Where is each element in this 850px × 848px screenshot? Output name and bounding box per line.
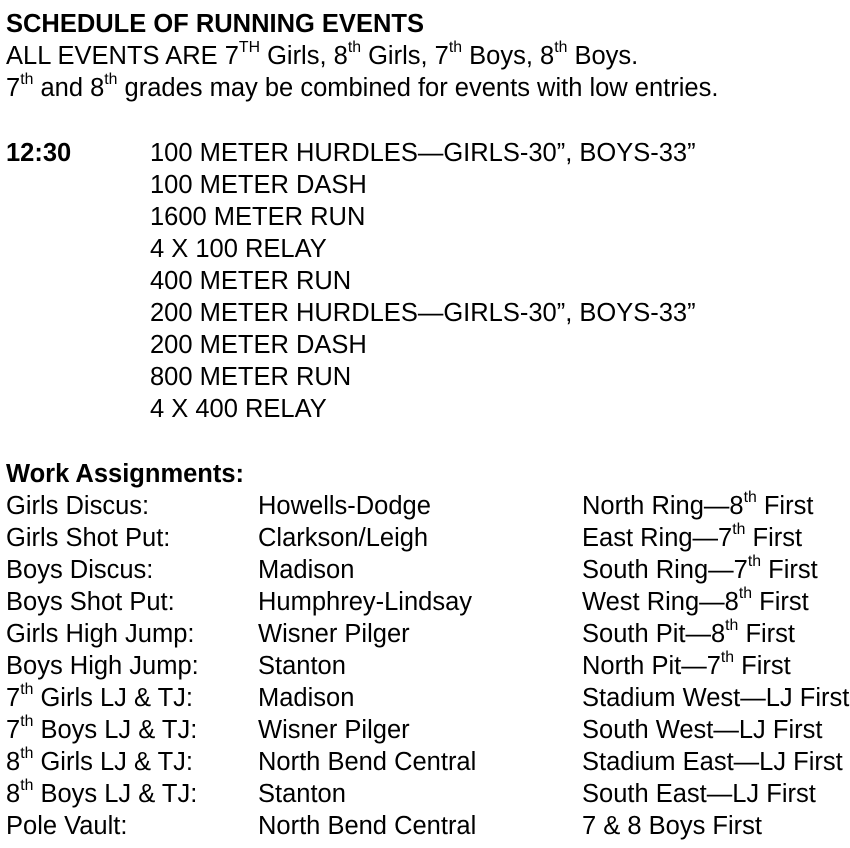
schedule-row — [6, 201, 850, 233]
work-assignment-row — [6, 746, 850, 778]
assignment-location: South Ring—7th First — [582, 553, 818, 584]
work-assignments-table — [6, 490, 850, 842]
schedule-row — [6, 329, 850, 361]
assignment-event: Boys Discus: — [6, 556, 154, 584]
assignment-event: Girls Shot Put: — [6, 524, 171, 552]
work-assignment-row — [6, 586, 850, 618]
spacer — [6, 104, 850, 137]
schedule-event: 1600 METER RUN — [150, 203, 366, 231]
document-page — [6, 8, 850, 848]
assignment-school: Humphrey-Lindsay — [258, 588, 473, 616]
work-assignments-heading: Work Assignments: — [6, 460, 245, 488]
schedule-row — [6, 361, 850, 393]
assignment-location: South Pit—8th First — [582, 617, 796, 648]
schedule-event: 4 X 400 RELAY — [150, 395, 327, 423]
grades-note-line: 7th and 8th grades may be combined for events with low entries. — [6, 71, 719, 102]
work-assignment-row — [6, 682, 850, 714]
assignment-event: Boys High Jump: — [6, 652, 199, 680]
assignment-school: Madison — [258, 684, 355, 712]
assignment-location: West Ring—8th First — [582, 585, 809, 616]
assignment-location: North Pit—7th First — [582, 649, 791, 680]
schedule-row — [6, 297, 850, 329]
schedule-event: 100 METER DASH — [150, 171, 367, 199]
events-note-line: ALL EVENTS ARE 7TH Girls, 8th Girls, 7th Boys, 8th Boys. — [6, 39, 639, 70]
schedule-row — [6, 169, 850, 201]
assignment-event: Girls High Jump: — [6, 620, 195, 648]
assignment-school: Madison — [258, 556, 355, 584]
spacer — [6, 425, 850, 458]
schedule-time: 12:30 — [6, 139, 72, 167]
assignment-event: 8th Boys LJ & TJ: — [6, 777, 198, 808]
work-assignment-row — [6, 490, 850, 522]
assignment-event: Pole Vault: — [6, 812, 128, 840]
schedule-section — [6, 137, 850, 425]
assignment-location: East Ring—7th First — [582, 521, 803, 552]
schedule-row — [6, 393, 850, 425]
assignment-location: Stadium East—LJ First — [582, 748, 843, 776]
assignment-location: North Ring—8th First — [582, 489, 814, 520]
document-title: SCHEDULE OF RUNNING EVENTS — [6, 10, 424, 38]
schedule-event: 200 METER DASH — [150, 331, 367, 359]
work-assignment-row — [6, 554, 850, 586]
assignment-school: North Bend Central — [258, 748, 477, 776]
assignment-event: Girls Discus: — [6, 492, 150, 520]
work-assignment-row — [6, 522, 850, 554]
assignment-school: Howells-Dodge — [258, 492, 431, 520]
assignment-school: Clarkson/Leigh — [258, 524, 429, 552]
work-assignment-row — [6, 618, 850, 650]
work-assignment-row — [6, 650, 850, 682]
assignment-event: 8th Girls LJ & TJ: — [6, 745, 194, 776]
work-assignment-row — [6, 714, 850, 746]
assignment-school: Wisner Pilger — [258, 620, 410, 648]
schedule-event: 100 METER HURDLES—GIRLS-30”, BOYS-33” — [150, 139, 696, 167]
assignment-location: South West—LJ First — [582, 716, 823, 744]
assignment-school: North Bend Central — [258, 812, 477, 840]
schedule-row — [6, 137, 850, 169]
assignment-school: Wisner Pilger — [258, 716, 410, 744]
schedule-event: 200 METER HURDLES—GIRLS-30”, BOYS-33” — [150, 299, 696, 327]
work-assignment-row — [6, 778, 850, 810]
assignment-location: Stadium West—LJ First — [582, 684, 850, 712]
assignment-event: 7th Boys LJ & TJ: — [6, 713, 198, 744]
schedule-event: 800 METER RUN — [150, 363, 352, 391]
assignment-location: 7 & 8 Boys First — [582, 812, 762, 840]
schedule-row — [6, 265, 850, 297]
assignment-location: South East—LJ First — [582, 780, 816, 808]
assignment-school: Stanton — [258, 780, 346, 808]
schedule-row — [6, 233, 850, 265]
assignment-event: 7th Girls LJ & TJ: — [6, 681, 194, 712]
assignment-school: Stanton — [258, 652, 346, 680]
work-assignment-row — [6, 810, 850, 842]
schedule-event: 400 METER RUN — [150, 267, 352, 295]
schedule-event: 4 X 100 RELAY — [150, 235, 327, 263]
assignment-event: Boys Shot Put: — [6, 588, 175, 616]
